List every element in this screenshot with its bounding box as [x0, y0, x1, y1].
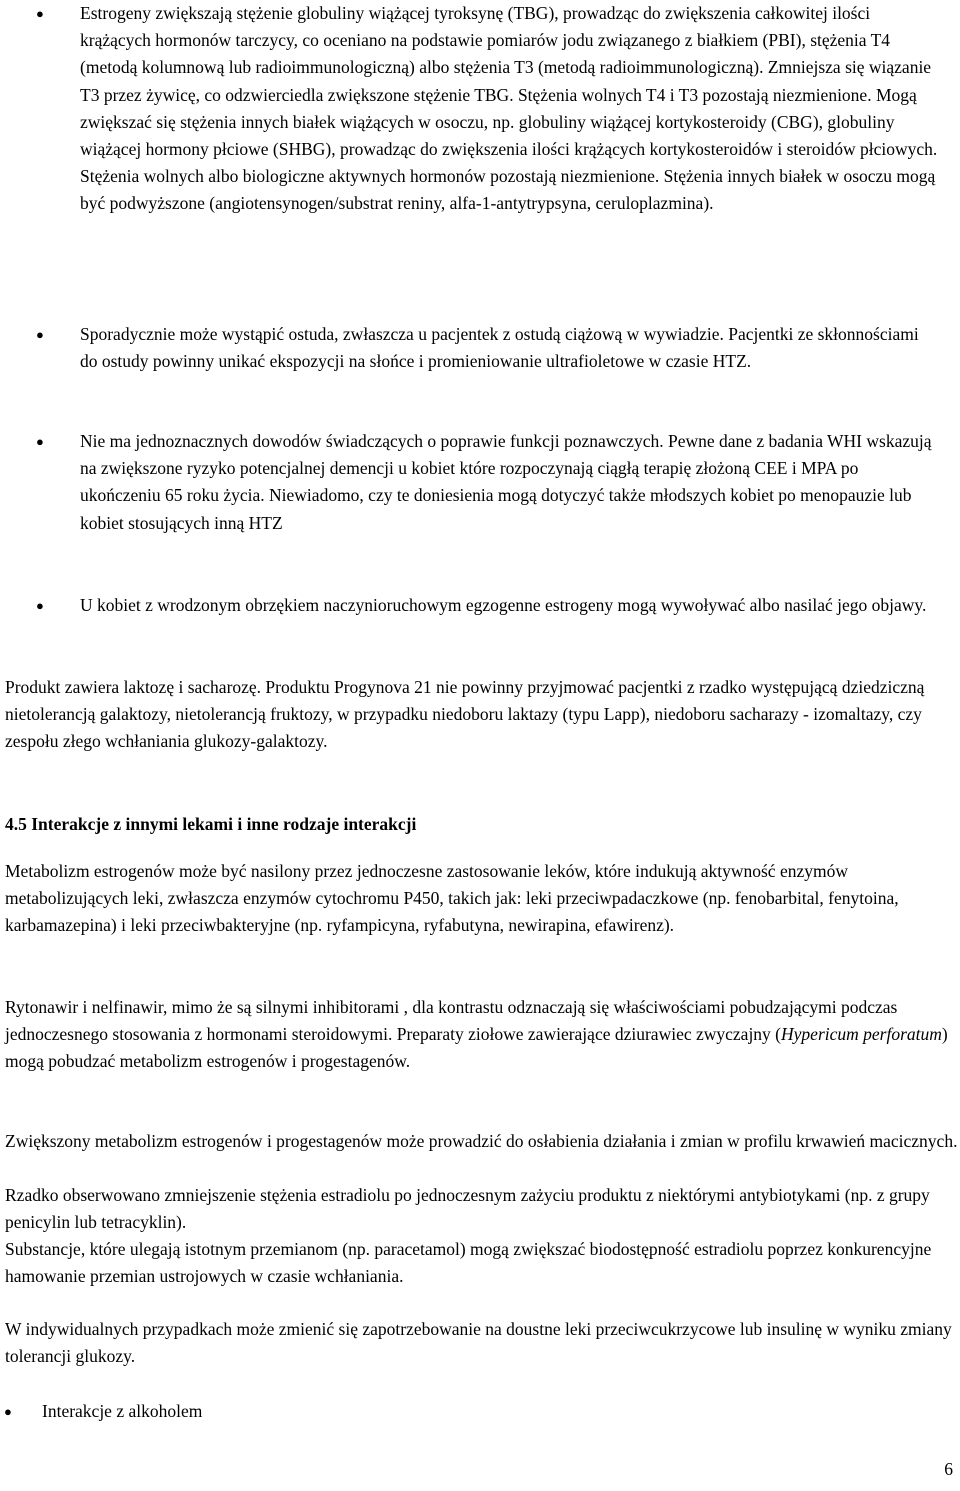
antibiotics-paragraph: Rzadko obserwowano zmniejszenie stężenia estradiolu po jednoczesnym zażyciu produktu z niektórymi antybiotykami (np. z grupy penicylin lub tetracyklin). — [5, 1185, 930, 1233]
page-number: 6 — [944, 1459, 953, 1479]
alcohol-heading: Interakcje z alkoholem — [42, 1401, 203, 1421]
ritonavir-text-end: ) mogą pobudzać metabolizm estrogenów i progestagenów. — [5, 1024, 948, 1072]
section-heading: 4.5 Interakcje z innymi lekami i inne rodzaje interakcji — [5, 814, 417, 834]
bullet-text: Estrogeny zwiększają stężenie globuliny wiążącej tyroksynę (TBG), prowadząc do zwiększenia całkowitej ilości krążących hormonów tarczycy, co oceniano na podstawie pomiarów jodu związanego z białkiem (PBI), stężenia T4 (metodą kolumnową lub radioimmunologiczną) albo stężenia T3 (metodą radioimmunologiczną). Zmniejsza się wiązanie T3 przez żywicę, co odzwierciedla zwiększone stężenie TBG. Stężenia wolnych T4 i T3 pozostają niezmienione. Mogą zwiększać się stężenia innych białek wiążących w osoczu, np. globuliny wiążącej kortykosteroidy (CBG), globuliny wiążącej hormony płciowe (SHBG), prowadząc do zwiększenia ilości krążących kortykosteroidów i steroidów płciowych. Stężenia wolnych albo biologiczne aktywnych hormonów pozostają niezmienione. Stężenia innych białek w osoczu mogą być podwyższone (angiotensynogen/substrat reniny, alfa-1-antytrypsyna, ceruloplazmina). — [80, 3, 938, 214]
bullet-text: Sporadycznie może wystąpić ostuda, zwłaszcza u pacjentek z ostudą ciążową w wywiadzie. Pacjentki ze skłonnościami do ostudy powinny unikać ekspozycji na słońce i promieniowanie ultrafioletowe w czasie HTZ. — [80, 324, 919, 372]
metabolism-paragraph: Metabolizm estrogenów może być nasilony przez jednoczesne zastosowanie leków, które indukują aktywność enzymów metabolizujących leki, zwłaszcza enzymów cytochromu P450, takich jak: leki przeciwpadaczkowe (np. fenobarbital, fenytoina, karbamazepina) i leki przeciwbakteryjne (np. ryfampicyna, ryfabutyna, newirapina, efawirenz). — [5, 861, 899, 936]
lactose-paragraph: Produkt zawiera laktozę i sacharozę. Produktu Progynova 21 nie powinny przyjmować pacjentki z rzadko występującą dziedziczną nietolerancją galaktozy, nietolerancją fruktozy, w przypadku niedoboru laktazy (typu Lapp), niedoboru sacharazy - izomaltazy, czy zespołu złego wchłaniania glukozy-galaktozy. — [5, 677, 925, 752]
list-item — [0, 321, 940, 375]
bullet-icon: ● — [36, 434, 44, 449]
list-item — [0, 0, 940, 218]
paracetamol-paragraph: Substancje, które ulegają istotnym przemianom (np. paracetamol) mogą zwiększać biodostępność estradiolu poprzez konkurencyjne hamowanie przemian ustrojowych w czasie wchłaniania. — [5, 1239, 932, 1287]
bullet-icon: ● — [4, 1404, 12, 1419]
bullet-text: U kobiet z wrodzonym obrzękiem naczynioruchowym egzogenne estrogeny mogą wywoływać albo nasilać jego objawy. — [80, 595, 927, 615]
bullet-icon: ● — [36, 598, 44, 613]
list-item — [0, 428, 940, 537]
alcohol-list-item — [0, 1398, 700, 1426]
hypericum-italic: Hypericum perforatum — [781, 1024, 942, 1045]
increased-metabolism-paragraph: Zwiększony metabolizm estrogenów i progestagenów może prowadzić do osłabienia działania i zmian w profilu krwawień macicznych. — [5, 1131, 958, 1151]
insulin-paragraph: W indywidualnych przypadkach może zmienić się zapotrzebowanie na doustne leki przeciwcukrzycowe lub insulinę w wyniku zmiany tolerancji glukozy. — [5, 1319, 952, 1367]
ritonavir-text-start: Rytonawir i nelfinawir, mimo że są silnymi inhibitorami , dla kontrastu odznaczają się właściwościami pobudzającymi podczas jednoczesnego stosowania z hormonami steroidowymi. Preparaty ziołowe zawierające dziurawiec zwyczajny ( — [5, 997, 898, 1045]
ritonavir-paragraph — [5, 994, 960, 1076]
bullet-icon: ● — [36, 6, 44, 21]
list-item — [0, 592, 940, 619]
bullet-icon: ● — [36, 327, 44, 342]
bullet-text: Nie ma jednoznacznych dowodów świadczących o poprawie funkcji poznawczych. Pewne dane z badania WHI wskazują na zwiększone ryzyko potencjalnej demencji u kobiet które rozpoczynają ciągłą terapię złożoną CEE i MPA po ukończeniu 65 roku życia. Niewiadomo, czy te doniesienia mogą dotyczyć także młodszych kobiet po menopauzie lub kobiet stosujących inną HTZ — [80, 431, 932, 533]
